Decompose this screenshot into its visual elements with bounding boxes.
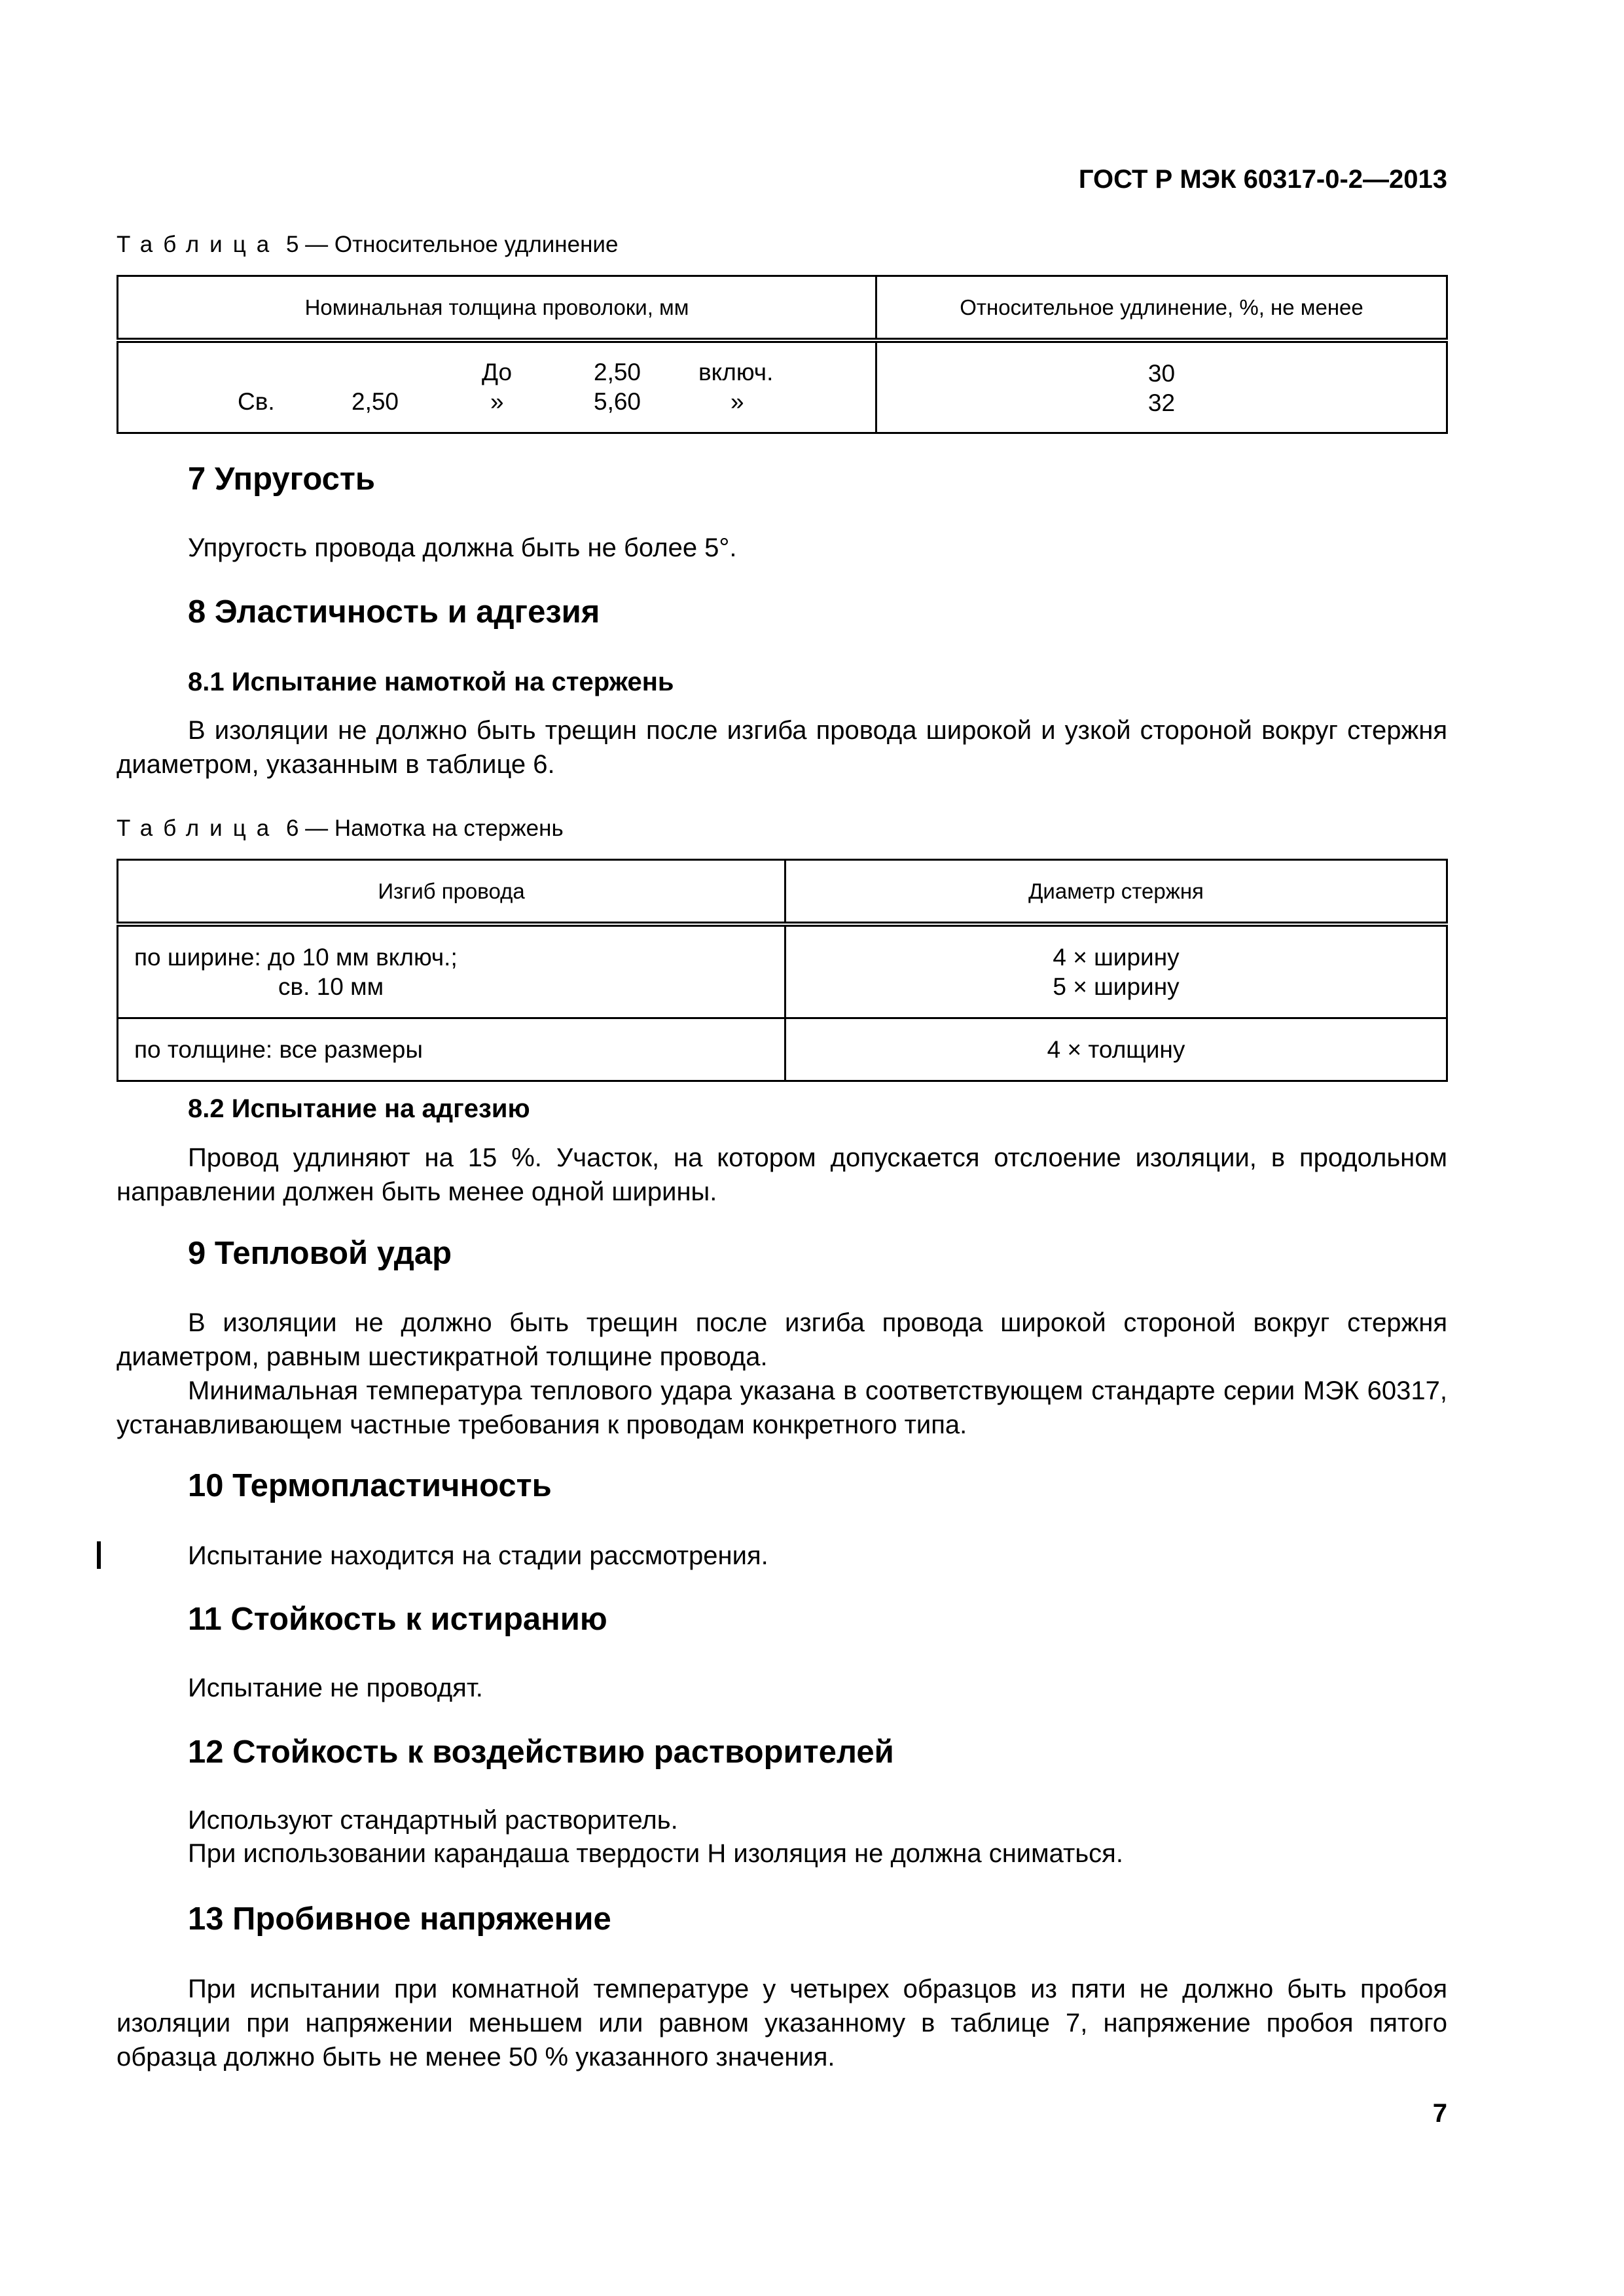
- table6-r1-bend-b: св. 10 мм: [278, 973, 384, 1000]
- table5-r2-value: 5,60: [594, 388, 641, 415]
- section-8-2-title: 8.2 Испытание на адгезию: [188, 1094, 530, 1123]
- table6: [117, 859, 1448, 1082]
- section-7-text: Упругость провода должна быть не более 5°.: [188, 533, 737, 562]
- section-8-1-text: В изоляции не должно быть трещин после изгиба провода широкой и узкой стороной вокруг стержня диаметром, указанным в таблице 6.: [117, 716, 1447, 779]
- section-9-para-2: Минимальная температура теплового удара указана в соответствующем стандарте серии МЭК 60317, устанавливающем частные требования к проводам конкретного типа.: [117, 1376, 1447, 1439]
- table6-r2-diameter: 4 × толщину: [785, 1018, 1447, 1081]
- table6-header-diameter: Диаметр стержня: [785, 860, 1447, 925]
- table5-header-elongation: Относительное удлинение, %, не менее: [876, 276, 1447, 341]
- table5-header-thickness: Номинальная толщина проволоки, мм: [118, 276, 876, 341]
- table5-caption: [117, 232, 618, 258]
- section-13-text: При испытании при комнатной температуре у четырех образцов из пяти не должно быть пробоя изоляции при напряжении меньшем или равном указанному в таблице 7, напряжение пробоя пятого образца должно быть не менее 50 % указанного значения.: [117, 1975, 1447, 2072]
- section-10-title: 10 Термопластичность: [188, 1468, 552, 1503]
- table6-r1-bend: [118, 924, 785, 1018]
- table5-caption-title: 5 — Относительное удлинение: [280, 232, 619, 257]
- table5-r2-ditto2: »: [731, 388, 744, 415]
- section-8-2-text: Провод удлиняют на 15 %. Участок, на котором допускается отслоение изоляции, в продольном направлении должен быть менее одной ширины.: [117, 1143, 1447, 1206]
- section-11-title: 11 Стойкость к истиранию: [188, 1602, 607, 1637]
- table6-r1-diameter-a: 4 × ширину: [1053, 944, 1180, 971]
- table5-r1-from: До: [482, 359, 513, 386]
- table6-r1-diameter: [785, 924, 1447, 1018]
- table5-r1-incl: включ.: [698, 359, 774, 386]
- table6-caption-word: Таблица: [117, 816, 280, 841]
- section-11-text: Испытание не проводят.: [188, 1674, 483, 1702]
- table6-header-bend: Изгиб провода: [118, 860, 785, 925]
- section-12-text-1: Используют стандартный растворитель.: [188, 1806, 678, 1835]
- table5-elongation-cell: [876, 340, 1447, 433]
- table5-caption-word: Таблица: [117, 232, 280, 257]
- section-8-1-title: 8.1 Испытание намоткой на стержень: [188, 668, 674, 696]
- section-10-text: Испытание находится на стадии рассмотрения.: [188, 1541, 768, 1570]
- table5-r2-lo: 2,50: [352, 388, 399, 415]
- table5-r2-ditto: »: [490, 388, 504, 415]
- section-12-text-2: При использовании карандаша твердости Н изоляция не должна сниматься.: [188, 1839, 1123, 1868]
- table6-r2-bend: по толщине: все размеры: [118, 1018, 785, 1081]
- section-12-title: 12 Стойкость к воздействию растворителей: [188, 1734, 894, 1770]
- table5-r2-result: 32: [1147, 389, 1176, 416]
- section-9-para-1: В изоляции не должно быть трещин после изгиба провода широкой стороной вокруг стержня диаметром, равным шестикратной толщине провода.: [117, 1308, 1447, 1371]
- table5-r1-value: 2,50: [594, 359, 641, 386]
- table6-caption-title: 6 — Намотка на стержень: [280, 816, 564, 841]
- table5-thickness-cell: [118, 340, 876, 433]
- section-9-title: 9 Тепловой удар: [188, 1236, 452, 1271]
- page-number: 7: [1432, 2099, 1447, 2128]
- section-7-title: 7 Упругость: [188, 461, 376, 497]
- change-bar: [97, 1541, 101, 1569]
- table6-r1-bend-a: по ширине: до 10 мм включ.;: [134, 944, 458, 971]
- document-header: ГОСТ Р МЭК 60317-0-2—2013: [1078, 165, 1447, 194]
- section-13-title: 13 Пробивное напряжение: [188, 1901, 611, 1937]
- table6-r1-diameter-b: 5 × ширину: [1053, 973, 1180, 1000]
- section-8-title: 8 Эластичность и адгезия: [188, 594, 600, 630]
- table6-caption: [117, 816, 564, 842]
- table5-r1-result: 30: [1147, 360, 1176, 387]
- table5-r2-prefix: Св.: [238, 388, 275, 415]
- table5: [117, 275, 1448, 434]
